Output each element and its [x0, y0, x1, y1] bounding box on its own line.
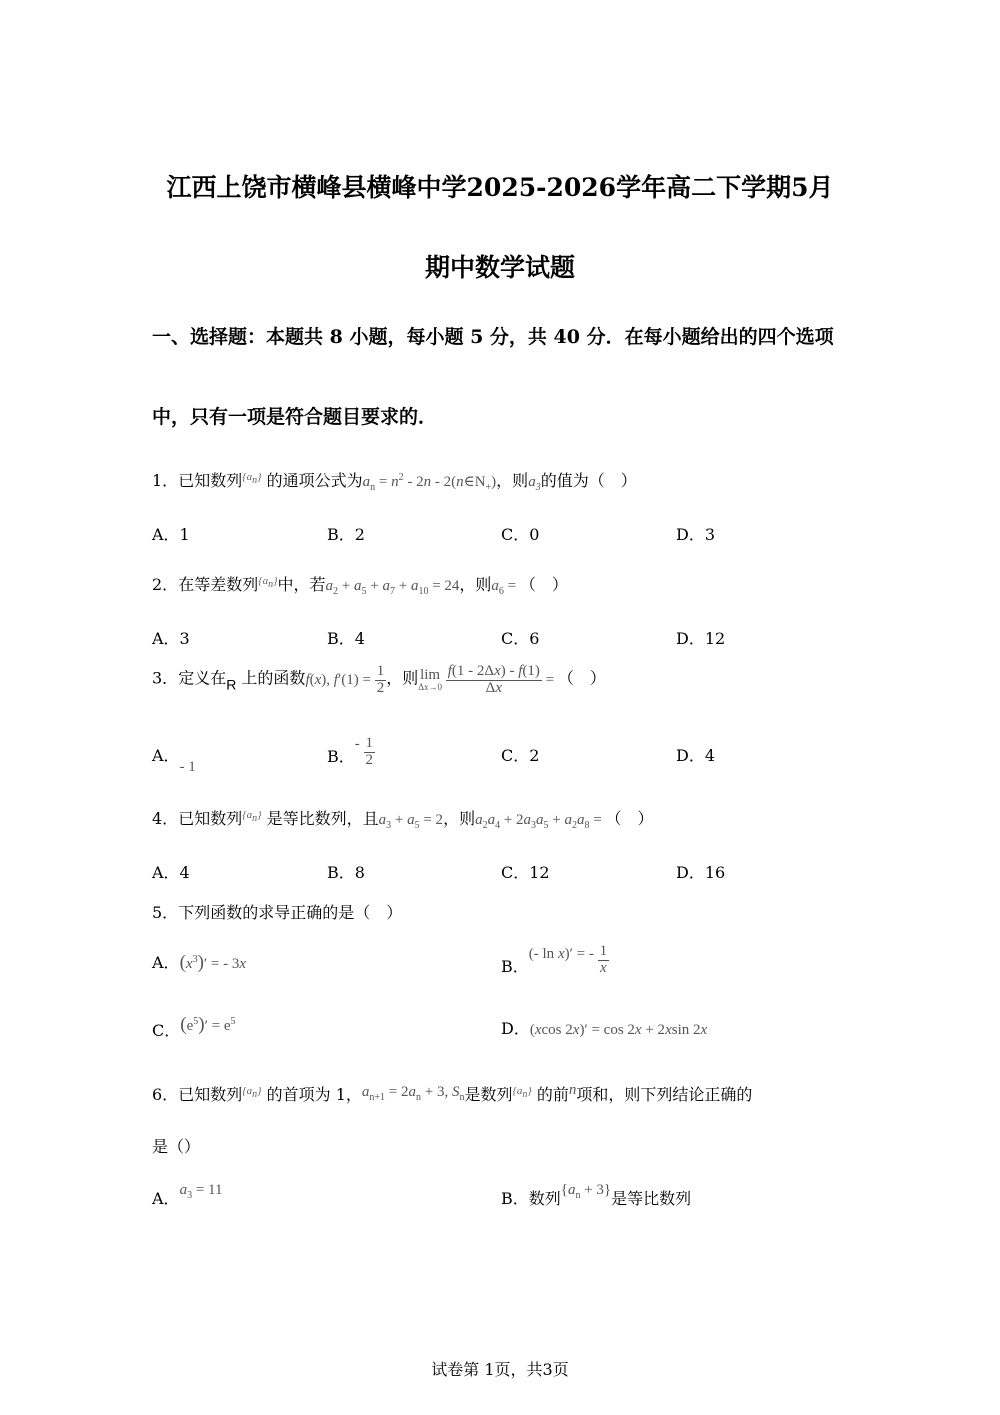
- q1-number: 1．: [152, 471, 179, 490]
- q5-option-b[interactable]: [501, 938, 609, 976]
- q6-option-a-math: $a_3 = 11$: [179, 1182, 223, 1201]
- q2-a6-math: $a_6$ =: [491, 578, 520, 597]
- q4-seq-math: {an}: [242, 808, 262, 824]
- q3-option-b-label: B．: [327, 746, 355, 766]
- q5-option-c-label: C．: [152, 1021, 181, 1040]
- q2-seq-math: {an}: [258, 574, 278, 590]
- q4-expression-math: $a_2a_4 + 2a_3a_5 + a_2a_8$ =: [475, 812, 606, 831]
- q5-option-d-math: (xcos 2x)′ = cos 2x + 2xsin 2x: [529, 1022, 708, 1038]
- q4-condition-math: $a_3 + a_5 = 2$: [378, 812, 444, 831]
- page-footer: 试卷第 1页，共3页: [431, 1360, 569, 1379]
- q2-option-c[interactable]: C．6: [501, 629, 540, 648]
- q1-text-4: 的值为（ ）: [540, 471, 637, 490]
- q1-text-1: 已知数列: [178, 471, 243, 490]
- q6-seq-math-2: {an}: [512, 1084, 532, 1100]
- q3-option-d[interactable]: D．4: [676, 746, 716, 765]
- q2-condition-math: $a_2 + a_5 + a_7 + a_{10} = 24$: [325, 578, 460, 597]
- q5-option-d-label: D．: [501, 1019, 530, 1038]
- q3-text-3: 上的函数: [241, 668, 306, 688]
- q6-n-math: n: [568, 1082, 577, 1098]
- q3-option-a[interactable]: [152, 743, 196, 775]
- q6-option-a[interactable]: [152, 1182, 223, 1211]
- q1-seq-math: {an}: [242, 470, 262, 486]
- question-2: [152, 572, 568, 597]
- q6-seq-math-1: {an}: [242, 1084, 262, 1100]
- q6-text-5: 项和，则下列结论正确的: [576, 1085, 753, 1104]
- q5-option-b-label: B．: [501, 956, 529, 976]
- q3-option-a-value: - 1: [179, 759, 196, 775]
- q4-option-b[interactable]: B．8: [327, 863, 365, 882]
- q6-option-b-label-2: 是等比数列: [611, 1189, 692, 1208]
- q2-text-3: ，则: [459, 575, 492, 594]
- q6-option-a-label: A．: [152, 1189, 180, 1208]
- q4-option-d[interactable]: D．16: [676, 863, 726, 882]
- q2-option-d[interactable]: D．12: [676, 629, 726, 648]
- question-6: [152, 1082, 752, 1107]
- q3-option-a-label: A．: [152, 746, 180, 765]
- q5-option-c-math: $(e^5)' = e^5$: [180, 1014, 236, 1035]
- q2-text-2: 中，若: [277, 575, 326, 594]
- q5-option-b-math: (- ln x)′ = - $\frac{1}{x}$: [528, 943, 608, 976]
- q4-text-2: 是等比数列，且: [266, 809, 379, 828]
- q4-text-1: 已知数列: [178, 809, 243, 828]
- q6-option-b-label: B．数列: [501, 1189, 561, 1208]
- question-3: [152, 664, 606, 697]
- q1-option-d[interactable]: D．3: [676, 525, 716, 544]
- q6-text-4: 的前: [536, 1085, 569, 1104]
- q3-text-1: 定义在: [178, 668, 227, 688]
- q6-text-3: 是数列: [464, 1085, 513, 1104]
- q6-text-2: 的首项为 1，: [266, 1085, 362, 1104]
- q3-option-b-math: - $\frac{1}{2}$: [354, 735, 374, 768]
- question-1: [152, 468, 637, 493]
- q6-number: 6．: [152, 1085, 179, 1104]
- q3-r-symbol: R: [226, 676, 237, 693]
- q2-text-1: 在等差数列: [178, 575, 259, 594]
- q3-number: 3．: [152, 668, 179, 688]
- q3-function-math: f(x), f′(1) = $\frac{1}{2}$: [305, 663, 385, 696]
- q3-option-c[interactable]: C．2: [501, 746, 540, 765]
- q6-option-b-math: $\{a_n + 3\}$: [560, 1182, 612, 1201]
- title-line1: 江西上饶市横峰县横峰中学2025-2026学年高二下学期5月: [166, 173, 834, 202]
- q4-text-4: （ ）: [605, 809, 654, 828]
- q2-option-a[interactable]: A．3: [152, 629, 190, 648]
- q2-option-b[interactable]: B．4: [327, 629, 365, 648]
- q4-option-a[interactable]: A．4: [152, 863, 190, 882]
- q2-text-4: （ ）: [519, 575, 568, 594]
- q5-option-a-label: A．: [152, 953, 180, 972]
- q3-limit-math: lim Δx→0 $\frac{f(1 - 2\Delta x) - f(1)}{\Delta x}$ =: [418, 663, 558, 696]
- q1-option-c[interactable]: C．0: [501, 525, 540, 544]
- question-4: [152, 806, 654, 831]
- q4-option-c[interactable]: C．12: [501, 863, 550, 882]
- q2-number: 2．: [152, 575, 179, 594]
- q1-formula-math: $a_n = n^2 - 2n$ - $2(n\in N_+)$: [362, 472, 497, 493]
- q3-option-b[interactable]: [327, 728, 375, 768]
- title-line2: 期中数学试题: [424, 253, 575, 282]
- section-heading-line2: 中，只有一项是符合题目要求的．: [152, 406, 438, 428]
- q5-option-a-math: $(x^3)'$ = - 3x: [179, 952, 247, 973]
- q1-option-a[interactable]: A．1: [152, 525, 190, 544]
- q1-a3-math: $a_3$: [528, 474, 541, 493]
- q5-option-d[interactable]: [501, 1016, 707, 1039]
- q5-option-c[interactable]: [152, 1012, 236, 1040]
- section-heading-line1: 一、选择题：本题共 8 小题，每小题 5 分，共 40 分．在每小题给出的四个选项: [152, 326, 834, 348]
- q4-text-3: ，则: [443, 809, 476, 828]
- q5-number: 5．: [152, 903, 179, 922]
- q1-text-2: 的通项公式为: [266, 471, 363, 490]
- q5-option-a[interactable]: [152, 950, 246, 974]
- q6-line-2: 是（）: [152, 1137, 201, 1156]
- question-5: [152, 900, 402, 923]
- q3-text-5: （ ）: [557, 668, 606, 688]
- q6-option-b[interactable]: [501, 1182, 692, 1211]
- q1-text-3: ，则: [496, 471, 529, 490]
- q6-recurrence-math: $a_{n+1} = 2a_n + 3$, $S_n$: [361, 1084, 465, 1103]
- q6-text-1: 已知数列: [178, 1085, 243, 1104]
- q4-number: 4．: [152, 809, 179, 828]
- q1-option-b[interactable]: B．2: [327, 525, 365, 544]
- q5-text-1: 下列函数的求导正确的是（ ）: [178, 903, 403, 922]
- q3-text-4: ，则: [386, 668, 419, 688]
